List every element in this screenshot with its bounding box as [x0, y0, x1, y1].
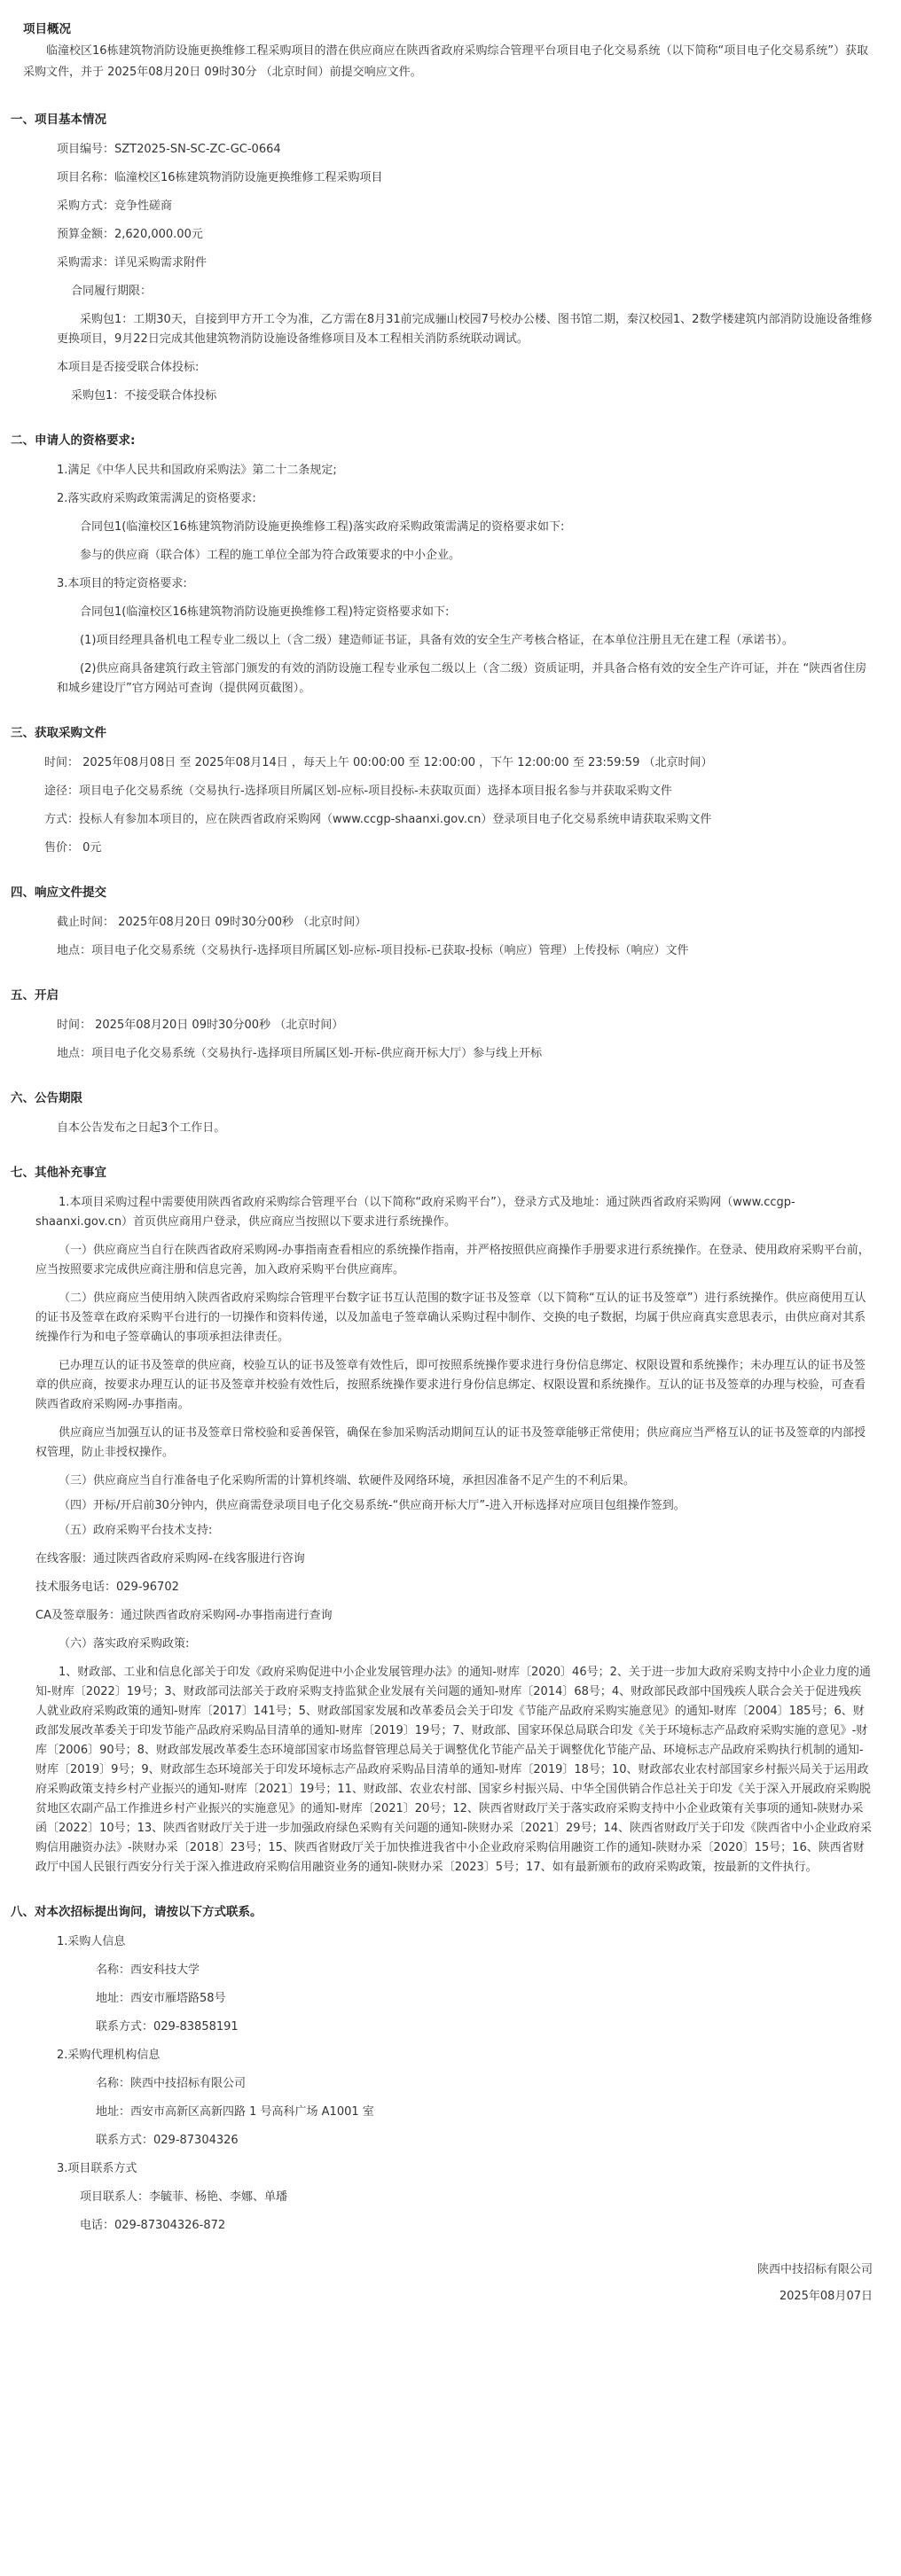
paragraph: （一）供应商应当自行在陕西省政府采购网-办事指南查看相应的系统操作指南，并严格按照供应商操作手册要求进行系统操作。在登录、使用政府采购平台前，应当按照要求完成供应商注册和信息完善，加入政府采购平台供应商库。 — [35, 1244, 870, 1276]
project-contact-phone: 电话：029-87304326-872 — [80, 2219, 226, 2232]
paragraph: （五）政府采购平台技术支持: — [59, 1524, 213, 1537]
signature-date: 2025年08月07日 — [779, 2290, 873, 2303]
project-number: 项目编号：SZT2025-SN-SC-ZC-GC-0664 — [57, 143, 281, 156]
paragraph: 已办理互认的证书及签章的供应商，校验互认的证书及签章有效性后，即可按照系统操作要求进行身份信息绑定、权限设置和系统操作；未办理互认的证书及签章的供应商，按要求办理互认的证书及签章并校验有效性后，按照系统操作要求进行身份信息绑定、权限设置和系统操作。互认的证书及签章的办理与校验，可查看陕西省政府采购网-办事指南。 — [35, 1359, 866, 1411]
overview-section — [11, 20, 873, 83]
overview-title: 项目概况 — [23, 22, 71, 36]
requirement-2b: 参与的供应商（联合体）工程的施工单位全部为符合政策要求的中小企业。 — [80, 549, 461, 562]
section-title: 三、获取采购文件 — [11, 726, 106, 740]
section-obtain-documents — [11, 723, 873, 858]
joint-bid-detail: 采购包1：不接受联合体投标 — [71, 389, 217, 402]
policy-list: 1、财政部、工业和信息化部关于印发《政府采购促进中小企业发展管理办法》的通知-财库〔2020〕46号；2、关于进一步加大政府采购支持中小企业力度的通知-财库〔2022〕19号；3、财政部司法部关于政府采购支持监狱企业发展有关问题的通知-财库〔2014〕68号；4、财政部民政部中国残疾人联合会关于促进残疾人就业政府采购政策的通知-财库〔2017〕141号；5、财政部国家发展和改革委员会关于印发《节能产品政府采购实施意见》的通知-财库〔2004〕185号；6、财政部发展改革委关于印发节能产品政府采购品目清单的通知-财库〔2019〕19号；7、财政部、国家环保总局联合印发《关于环境标志产品政府采购实施的意见》-财库〔2006〕90号；8、财政部发展改革委生态环境部国家市场监督管理总局关于调整优化节能产品关于调整优化节能产品、环境标志产品政府采购执行机制的通知-财库〔2019〕9号；9、财政部生态环境部关于印发环境标志产品政府采购品目清单的通知-财库〔2019〕18号；10、财政部农业农村部国家乡村振兴局关于运用政府采购政策支持乡村产业振兴的通知-财库〔2021〕19号；11、财政部、农业农村部、国家乡村振兴局、中华全国供销合作总社关于印发《关于深入开展政府采购脱贫地区农副产品工作推进乡村产业振兴的实施意见》的通知-财库〔2021〕20号；12、陕西省财政厅关于落实政府采购支持中小企业政策有关事项的通知-陕财办采函〔2022〕10号；13、陕西省财政厅关于进一步加强政府绿色采购有关问题的通知-陕财办采〔2021〕29号；14、陕西省财政厅关于印发《陕西省中小企业政府采购信用融资办法》-陕财办采〔2018〕23号；15、陕西省财政厅关于加快推进我省中小企业政府采购信用融资工作的通知-陕财办采〔2020〕15号；16、陕西省财政厅中国人民银行西安分行关于深入推进政府采购信用融资业务的通知-陕财办采〔2023〕5号；17、如有最新颁布的政府采购政策，按最新的文件执行。 — [35, 1666, 873, 1874]
requirement-3c: (2)供应商具备建筑行政主管部门颁发的有效的消防设施工程专业承包二级以上（含二级）资质证明，并具备合格有效的安全生产许可证，并在 “陕西省住房和城乡建设厅”官方网站可查询（提供网页截图）。 — [57, 662, 867, 695]
obtain-price: 售价： 0元 — [44, 841, 102, 855]
paragraph: （四）开标/开启前30分钟内，供应商需登录项目电子化交易系统-“供应商开标大厅”-进入开标选择对应项目包组操作签到。 — [59, 1499, 686, 1512]
project-name: 项目名称：临潼校区16栋建筑物消防设施更换维修工程采购项目 — [57, 171, 383, 184]
agency-address: 地址：西安市高新区高新四路 1 号高科广场 A1001 室 — [96, 2105, 374, 2119]
obtain-way: 途径：项目电子化交易系统（交易执行-选择项目所属区划-应标-项目投标-未获取页面）选择本项目报名参与并获取采购文件 — [44, 785, 672, 798]
section-title: 一、项目基本情况 — [11, 113, 106, 127]
agency-name: 名称：陕西中技招标有限公司 — [96, 2077, 247, 2090]
overview-body: 临潼校区16栋建筑物消防设施更换维修工程采购项目的潜在供应商应在陕西省政府采购综合管理平台项目电子化交易系统（以下简称“项目电子化交易系统”）获取采购文件，并于 2025年08月20日 09时30分 （北京时间）前提交响应文件。 — [23, 44, 869, 79]
purchaser-phone: 联系方式：029-83858191 — [96, 2020, 239, 2033]
budget-amount: 预算金额：2,620,000.00元 — [57, 228, 203, 241]
project-contact-heading: 3.项目联系方式 — [57, 2162, 137, 2175]
support-phone: 技术服务电话：029-96702 — [35, 1581, 179, 1594]
signature-org: 陕西中技招标有限公司 — [756, 2263, 873, 2276]
other-matters-body — [35, 1193, 873, 1877]
opening-time: 时间： 2025年08月20日 09时30分00秒 （北京时间） — [57, 1019, 344, 1032]
section-title: 五、开启 — [11, 988, 59, 1003]
joint-bid-label: 本项目是否接受联合体投标: — [57, 361, 200, 374]
agency-heading: 2.采购代理机构信息 — [57, 2049, 161, 2062]
section-title: 四、响应文件提交 — [11, 886, 106, 900]
section-title: 七、其他补充事宜 — [11, 1166, 106, 1180]
section-basic-info — [11, 110, 873, 406]
section-contact — [11, 1902, 873, 2236]
paragraph: 供应商应当加强互认的证书及签章日常校验和妥善保管，确保在参加采购活动期间互认的证书及签章能够正常使用；供应商应当严格互认的证书及签章的内部授权管理，防止非授权操作。 — [35, 1426, 866, 1459]
purchaser-name: 名称：西安科技大学 — [96, 1963, 200, 1977]
agency-phone: 联系方式：029-87304326 — [96, 2134, 239, 2147]
requirement-3a: 合同包1(临潼校区16栋建筑物消防设施更换维修工程)特定资格要求如下: — [80, 605, 450, 619]
purchaser-heading: 1.采购人信息 — [57, 1935, 126, 1948]
section-title: 八、对本次招标提出询问，请按以下方式联系。 — [11, 1905, 262, 1919]
paragraph: 1.本项目采购过程中需要使用陕西省政府采购综合管理平台（以下简称“政府采购平台”），登录方式及地址：通过陕西省政府采购网（www.ccgp-shaanxi.gov.cn）首页供应商用户登录，供应商应当按照以下要求进行系统操作。 — [35, 1196, 795, 1229]
section-other-matters — [11, 1163, 873, 1877]
submission-deadline: 截止时间： 2025年08月20日 09时30分00秒 （北京时间） — [57, 916, 367, 929]
requirement-3: 3.本项目的特定资格要求: — [57, 577, 187, 590]
support-online: 在线客服：通过陕西省政府采购网-在线客服进行咨询 — [35, 1552, 305, 1565]
submission-place: 地点：项目电子化交易系统（交易执行-选择项目所属区划-应标-项目投标-已获取-投标（响应）管理）上传投标（响应）文件 — [57, 944, 689, 957]
requirement-3b: (1)项目经理具备机电工程专业二级以上（含二级）建造师证书证，具备有效的安全生产考核合格证，在本单位注册且无在建工程（承诺书）。 — [80, 634, 794, 647]
requirement-2a: 合同包1(临潼校区16栋建筑物消防设施更换维修工程)落实政府采购政策需满足的资格要求如下: — [80, 520, 565, 534]
procurement-demand: 采购需求：详见采购需求附件 — [57, 256, 208, 269]
paragraph: （二）供应商应当使用纳入陕西省政府采购综合管理平台数字证书互认范围的数字证书及签章（以下简称“互认的证书及签章”）进行系统操作。供应商使用互认的证书及签章在政府采购平台进行的一切操作和资料传递，以及加盖电子签章确认采购过程中制作、交换的电子数据，均属于供应商真实意思表示，由供应商对其系统操作行为和电子签章确认的事项承担法律责任。 — [35, 1292, 866, 1344]
notice-period-body: 自本公告发布之日起3个工作日。 — [57, 1121, 226, 1135]
section-opening — [11, 986, 873, 1064]
purchaser-address: 地址：西安市雁塔路58号 — [96, 1992, 226, 2005]
contract-period-detail: 采购包1：工期30天，自接到甲方开工令为准，乙方需在8月31前完成骊山校园7号校办公楼、图书馆二期，秦汉校园1、2数学楼建筑内部消防设施设备维修更换项目，9月22日完成其他建筑物消防设施设备维修项目及本工程相关消防系统联动调试。 — [57, 313, 873, 346]
paragraph: （六）落实政府采购政策: — [59, 1637, 190, 1651]
section-submission — [11, 883, 873, 961]
section-qualification — [11, 431, 873, 699]
obtain-method: 方式：投标人有参加本项目的，应在陕西省政府采购网（www.ccgp-shaanxi.gov.cn）登录项目电子化交易系统申请获取采购文件 — [44, 813, 712, 826]
contract-period-label: 合同履行期限： — [71, 285, 153, 298]
requirement-1: 1.满足《中华人民共和国政府采购法》第二十二条规定; — [57, 464, 337, 477]
requirement-2: 2.落实政府采购政策需满足的资格要求: — [57, 492, 256, 505]
project-contact-person: 项目联系人：李毓菲、杨艳、李娜、单璠 — [80, 2190, 288, 2204]
section-notice-period — [11, 1089, 873, 1138]
section-title: 二、申请人的资格要求: — [11, 433, 136, 448]
support-ca: CA及签章服务：通过陕西省政府采购网-办事指南进行查询 — [35, 1609, 333, 1622]
opening-place: 地点：项目电子化交易系统（交易执行-选择项目所属区划-开标-供应商开标大厅）参与线上开标 — [57, 1047, 543, 1060]
obtain-time: 时间： 2025年08月08日 至 2025年08月14日 ，每天上午 00:00:00 至 12:00:00 ，下午 12:00:00 至 23:59:59 （北京时间） — [44, 756, 713, 769]
procurement-method: 采购方式：竞争性磋商 — [57, 199, 173, 213]
paragraph: （三）供应商应当自行准备电子化采购所需的计算机终端、软硬件及网络环境，承担因准备不足产生的不利后果。 — [59, 1474, 636, 1487]
section-title: 六、公告期限 — [11, 1091, 82, 1105]
